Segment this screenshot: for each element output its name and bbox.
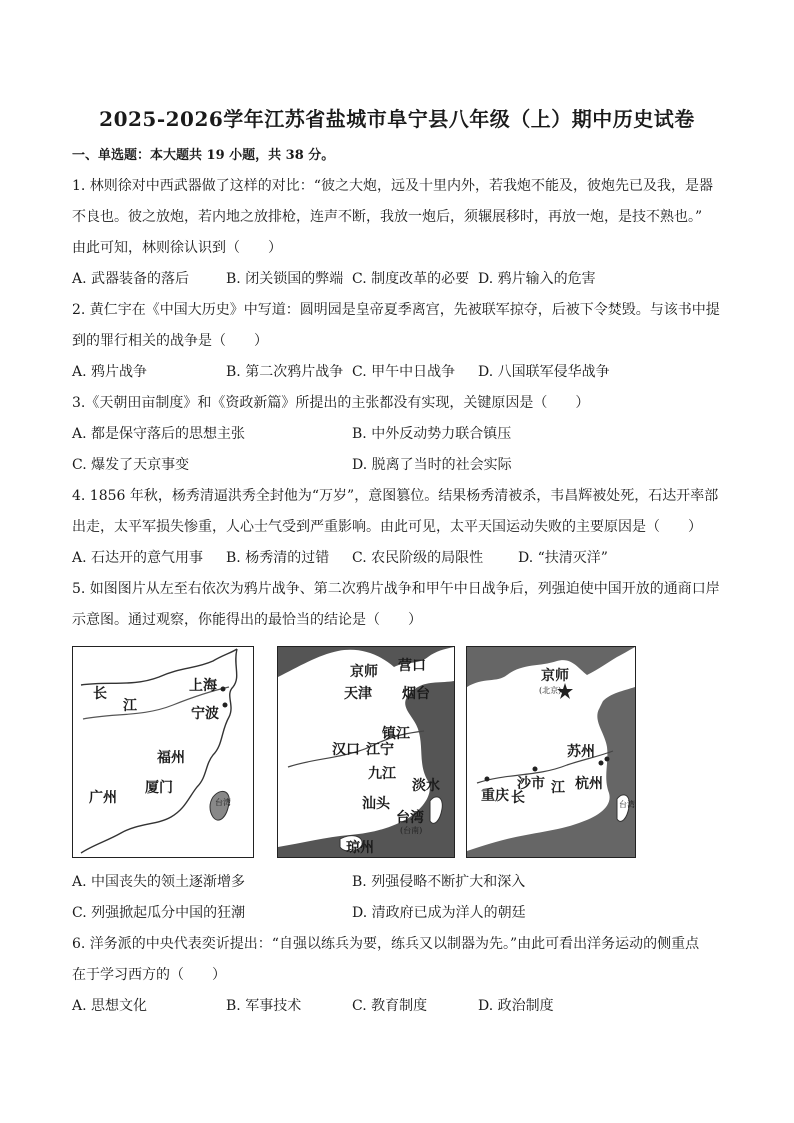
q1-option-a: A. 武器装备的落后 (72, 271, 190, 287)
map2-label-zhenjiang: 镇江 (382, 726, 410, 742)
q6-stem-line2: 在于学习西方的（ ） (72, 967, 226, 983)
map1-label-fuzhou: 福州 (157, 750, 185, 766)
map1-label-xiamen: 厦门 (145, 780, 173, 796)
map1-label-guangzhou: 广州 (89, 790, 117, 806)
map3-label-shashi: 沙市 (517, 776, 545, 792)
map1-label-chang: 长 (93, 686, 107, 702)
map3-label-chang: 长 (511, 790, 525, 806)
map2-label-qiongzhou: 琼州 (346, 840, 374, 856)
q4-option-d: D. “扶清灭洋” (518, 550, 608, 566)
map2-label-jiujiang: 九江 (368, 766, 396, 782)
map-sino-japanese-war (466, 646, 636, 858)
exam-title: 2025-2026学年江苏省盐城市阜宁县八年级（上）期中历史试卷 (99, 107, 695, 131)
map2-label-yingkou: 营口 (398, 658, 426, 674)
q5-option-b: B. 列强侵略不断扩大和深入 (352, 874, 526, 890)
map-opium-war (72, 646, 254, 858)
q2-stem-line1: 2. 黄仁宇在《中国大历史》中写道：圆明园是皇帝夏季离宫，先被联军掠夺，后被下令焚毁。与该书中提 (72, 302, 720, 318)
q1-option-b: B. 闭关锁国的弊端 (226, 271, 344, 287)
q4-option-b: B. 杨秀清的过错 (226, 550, 330, 566)
q6-stem-line1: 6. 洋务派的中央代表奕䜣提出：“自强以练兵为要，练兵又以制器为先。”由此可看出洋务运动的侧重点 (72, 936, 700, 952)
q1-stem-line1: 1. 林则徐对中西武器做了这样的对比：“彼之大炮，远及十里内外，若我炮不能及，彼炮先已及我，是器 (72, 178, 713, 194)
map2-label-jiangning: 江宁 (366, 742, 394, 758)
map3-label-hangzhou: 杭州 (575, 776, 603, 792)
map2-label-tainan: (台南) (400, 826, 423, 835)
q3-option-b: B. 中外反动势力联合镇压 (352, 426, 512, 442)
map2-label-tianjin: 天津 (344, 686, 372, 702)
q6-option-c: C. 教育制度 (352, 998, 428, 1014)
q2-option-b: B. 第二次鸦片战争 (226, 364, 344, 380)
map1-label-taiwan: 台湾 (215, 798, 231, 807)
q2-option-d: D. 八国联军侵华战争 (478, 364, 610, 380)
map3-label-taiwan: 台湾 (619, 800, 635, 809)
treaty-port-maps (72, 646, 642, 860)
map1-label-ningbo: 宁波 (191, 706, 219, 722)
q4-option-c: C. 农民阶级的局限性 (352, 550, 484, 566)
q3-option-a: A. 都是保守落后的思想主张 (72, 426, 246, 442)
q4-stem-line2: 出走，太平军损失惨重，人心士气受到严重影响。由此可见，太平天国运动失败的主要原因是（ ） (72, 519, 702, 535)
map-second-opium-war (277, 646, 455, 858)
map2-label-taiwan: 台湾 (396, 810, 424, 826)
map3-label-jiang: 江 (551, 780, 565, 796)
map2-label-jingshi: 京师 (350, 664, 378, 680)
q5-option-c: C. 列强掀起瓜分中国的狂潮 (72, 905, 246, 921)
q5-option-a: A. 中国丧失的领土逐渐增多 (72, 874, 246, 890)
q5-option-d: D. 清政府已成为洋人的朝廷 (352, 905, 526, 921)
q2-option-c: C. 甲午中日战争 (352, 364, 456, 380)
q3-stem-line1: 3.《天朝田亩制度》和《资政新篇》所提出的主张都没有实现，关键原因是（ ） (72, 395, 590, 411)
map3-label-suzhou: 苏州 (567, 744, 595, 760)
q1-stem-line3: 由此可知，林则徐认识到（ ） (72, 240, 282, 256)
q3-option-c: C. 爆发了天京事变 (72, 457, 190, 473)
q6-option-b: B. 军事技术 (226, 998, 302, 1014)
map1-label-jiang: 江 (123, 698, 137, 714)
q5-stem-line1: 5. 如图图片从左至右依次为鸦片战争、第二次鸦片战争和甲午中日战争后，列强迫使中国开放的通商口岸 (72, 581, 720, 597)
q4-stem-line1: 4. 1856 年秋，杨秀清逼洪秀全封他为“万岁”，意图篡位。结果杨秀清被杀，韦昌辉被处死，石达开率部 (72, 488, 719, 504)
q5-stem-line2: 示意图。通过观察，你能得出的最恰当的结论是（ ） (72, 612, 422, 628)
q2-option-a: A. 鸦片战争 (72, 364, 148, 380)
map3-label-jingshi: 京师 (541, 668, 569, 684)
map2-label-danshui: 淡水 (412, 778, 440, 794)
map2-label-hankou: 汉口 (332, 742, 360, 758)
q3-option-d: D. 脱离了当时的社会实际 (352, 457, 512, 473)
q1-option-d: D. 鸦片输入的危害 (478, 271, 596, 287)
q1-option-c: C. 制度改革的必要 (352, 271, 470, 287)
map3-label-chongqing: 重庆 (481, 788, 509, 804)
q2-stem-line2: 到的罪行相关的战争是（ ） (72, 333, 268, 349)
q6-option-d: D. 政治制度 (478, 998, 554, 1014)
map2-label-shantou: 汕头 (362, 796, 390, 812)
q4-option-a: A. 石达开的意气用事 (72, 550, 204, 566)
map2-label-yantai: 烟台 (402, 686, 430, 702)
section-heading: 一、单选题：本大题共 19 小题，共 38 分。 (72, 148, 335, 163)
q6-option-a: A. 思想文化 (72, 998, 148, 1014)
map1-label-shanghai: 上海 (189, 678, 217, 694)
q1-stem-line2: 不良也。彼之放炮，若内地之放排枪，连声不断，我放一炮后，须辗展移时，再放一炮，是技不熟也。” (72, 209, 703, 225)
map3-label-beijing: (北京) (539, 686, 562, 695)
